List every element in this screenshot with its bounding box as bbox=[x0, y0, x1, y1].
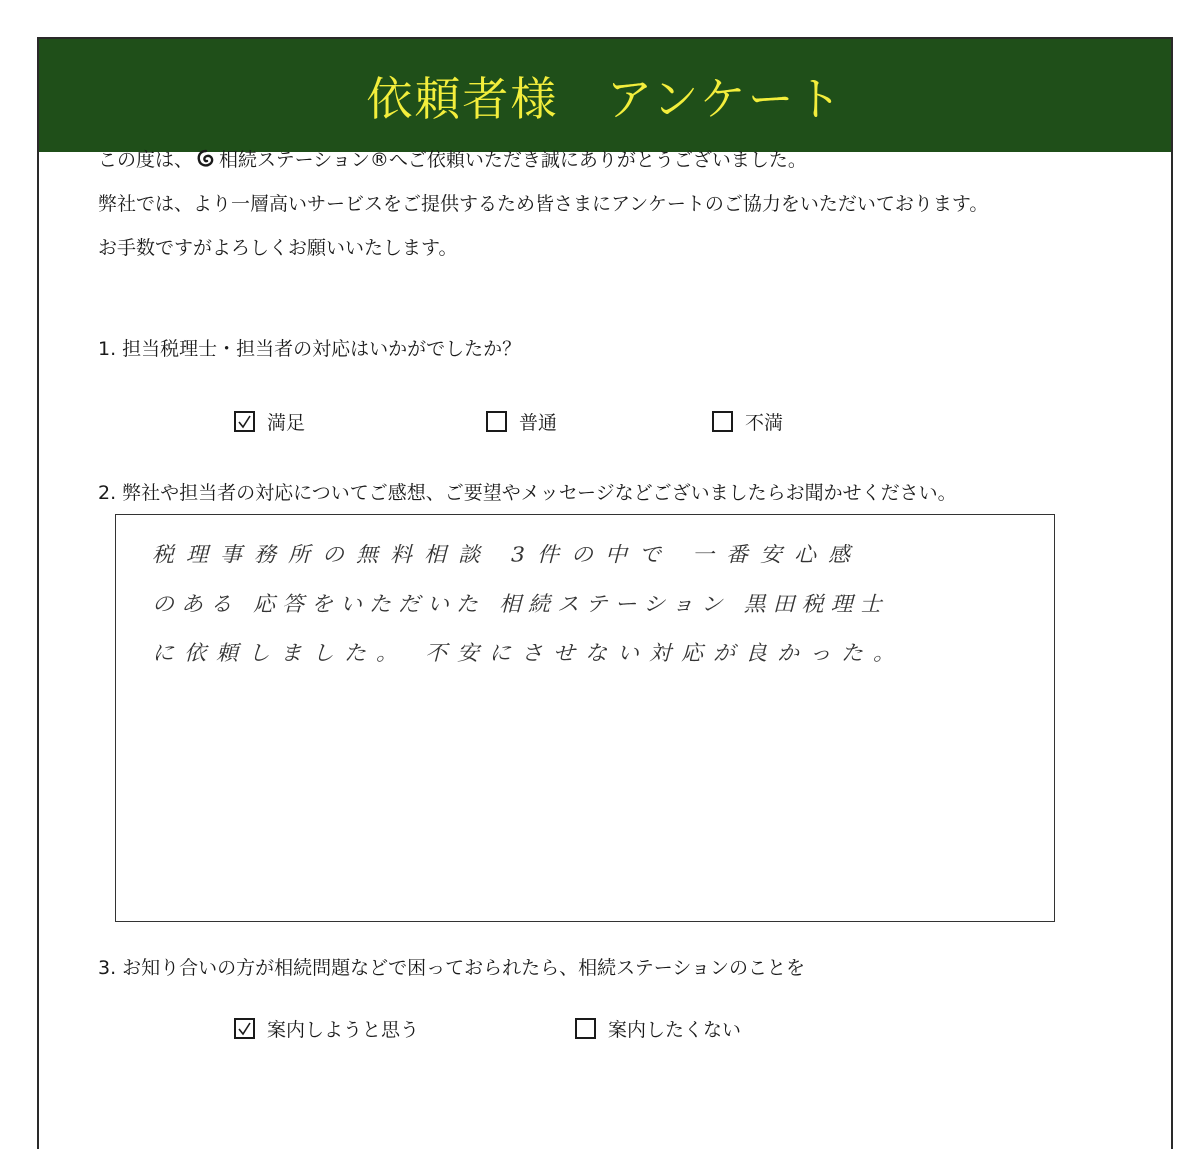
handwritten-answer bbox=[152, 531, 1052, 679]
question-3-label: 3. お知り合いの方が相続問題などで困っておられたら、相続ステーションのことを bbox=[98, 957, 806, 979]
check-mark-icon bbox=[236, 413, 253, 430]
question-2-label: 2. 弊社や担当者の対応についてご感想、ご要望やメッセージなどございましたらお聞かせください。 bbox=[98, 482, 957, 504]
question-1-label: 1. 担当税理士・担当者の対応はいかがでしたか？ bbox=[98, 338, 522, 360]
answer-line-3: に依頼しました。 不安にさせない対応が良かった。 bbox=[152, 642, 905, 666]
checkbox-normal[interactable] bbox=[486, 411, 507, 432]
option-dissatisfied[interactable] bbox=[712, 408, 783, 435]
option-will-recommend[interactable] bbox=[234, 1015, 575, 1042]
option-dissatisfied-label: 不満 bbox=[745, 412, 784, 434]
question-3-options bbox=[234, 1015, 741, 1042]
checkbox-dissatisfied[interactable] bbox=[712, 411, 733, 432]
answer-line-2: のある 応答をいただいた 相続ステーション 黒田税理士 bbox=[152, 592, 889, 617]
option-satisfied[interactable] bbox=[234, 408, 486, 435]
intro-line-3: お手数ですがよろしくお願いいたします。 bbox=[98, 237, 458, 259]
intro-line-1-after: 相続ステーション®へご依頼いただき誠にありがとうございました。 bbox=[219, 149, 807, 171]
header-bar bbox=[39, 39, 1171, 152]
checkbox-will-recommend[interactable] bbox=[234, 1018, 255, 1039]
intro-line-2: 弊社では、より一層高いサービスをご提供するため皆さまにアンケートのご協力をいただいております。 bbox=[98, 193, 989, 215]
intro-line-1-before: この度は、 bbox=[98, 149, 194, 171]
checkbox-wont-recommend[interactable] bbox=[575, 1018, 596, 1039]
option-wont-recommend-label: 案内したくない bbox=[608, 1019, 742, 1041]
swirl-logo-icon bbox=[195, 148, 217, 170]
option-satisfied-label: 満足 bbox=[267, 412, 306, 434]
question-1-options bbox=[234, 408, 783, 435]
option-normal-label: 普通 bbox=[519, 412, 558, 434]
check-mark-icon bbox=[236, 1020, 253, 1037]
option-normal[interactable] bbox=[486, 408, 712, 435]
checkbox-satisfied[interactable] bbox=[234, 411, 255, 432]
page-title: 依頼者様 アンケート bbox=[366, 71, 844, 126]
option-wont-recommend[interactable] bbox=[575, 1015, 741, 1042]
intro-text bbox=[98, 138, 1098, 270]
option-will-recommend-label: 案内しようと思う bbox=[267, 1019, 420, 1041]
answer-line-1: 税理事務所の無料相談 3件の中で 一番安心感 bbox=[152, 543, 862, 568]
intro-line-1 bbox=[98, 138, 1098, 182]
comment-box[interactable] bbox=[115, 514, 1055, 922]
